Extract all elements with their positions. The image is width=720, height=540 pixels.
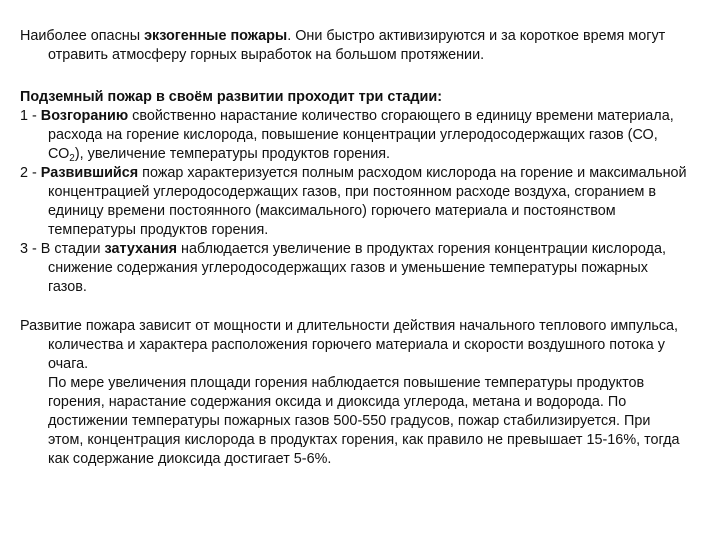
intro-suffix: . Они быстро активизируются и за короткое время могут отравить атмосферу горных выработок на большом протяжении.: [48, 28, 666, 63]
stage-1-number: 1 -: [20, 108, 41, 124]
stages-heading: Подземный пожар в своём развитии проходит три стадии:: [20, 89, 443, 105]
stage-3-prefix: В стадии: [40, 241, 105, 257]
intro-paragraph: [20, 27, 688, 65]
intro-prefix: Наиболее опасны: [20, 28, 145, 44]
stage-3-term: затухания: [104, 241, 177, 257]
stage-2-text: пожар характеризуется полным расходом кислорода на горение и максимальной концентрацией углеродосодержащих газов, при постоянном расходе воздуха, сгоранием в единицу времени постоянного (максимального) горючего материала и постоянством температуры продуктов горения.: [48, 165, 687, 238]
development-block: [20, 317, 688, 469]
stage-item-3: [20, 240, 688, 297]
stage-1-formula-subscript: 2: [69, 153, 75, 164]
stage-1-formula: СО, СО: [48, 127, 658, 162]
stage-3-text: наблюдается увеличение в продуктах горения концентрации кислорода, снижение содержания углеродосодержащих газов и уменьшение температуры пожарных газов.: [48, 241, 666, 295]
stage-1-text-end: ), увеличение температуры продуктов горения.: [74, 146, 391, 162]
stage-2-term: Развившийся: [40, 165, 139, 181]
intro-block: [20, 27, 688, 65]
development-paragraph-2: По мере увеличения площади горения наблюдается повышение температуры продуктов горения, нарастание содержания оксида и диоксида углерода, метана и водорода. По достижении температуры пожарных газов 500-550 градусов, пожар стабилизируется. При этом, концентрация кислорода в продуктах горения, как правило не превышает 15-16%, тогда как содержание диоксида достигает 5-6%.: [48, 375, 680, 467]
stage-item-1: [20, 107, 688, 164]
stage-item-2: [20, 164, 688, 240]
stage-1-text: свойственно нарастание количество сгорающего в единицу времени материала, расхода на горение кислорода, повышение концентрации углеродосодержащих газов (: [48, 108, 674, 143]
development-paragraph-1: Развитие пожара зависит от мощности и длительности действия начального теплового импульса, количества и характера расположения горючего материала и скорости воздушного потока у очага.: [20, 318, 679, 372]
stages-block: [20, 88, 688, 297]
stage-3-number: 3 -: [20, 241, 41, 257]
stage-2-number: 2 -: [20, 165, 41, 181]
stage-1-term: Возгоранию: [40, 108, 129, 124]
intro-bold-term: экзогенные пожары: [144, 28, 288, 44]
